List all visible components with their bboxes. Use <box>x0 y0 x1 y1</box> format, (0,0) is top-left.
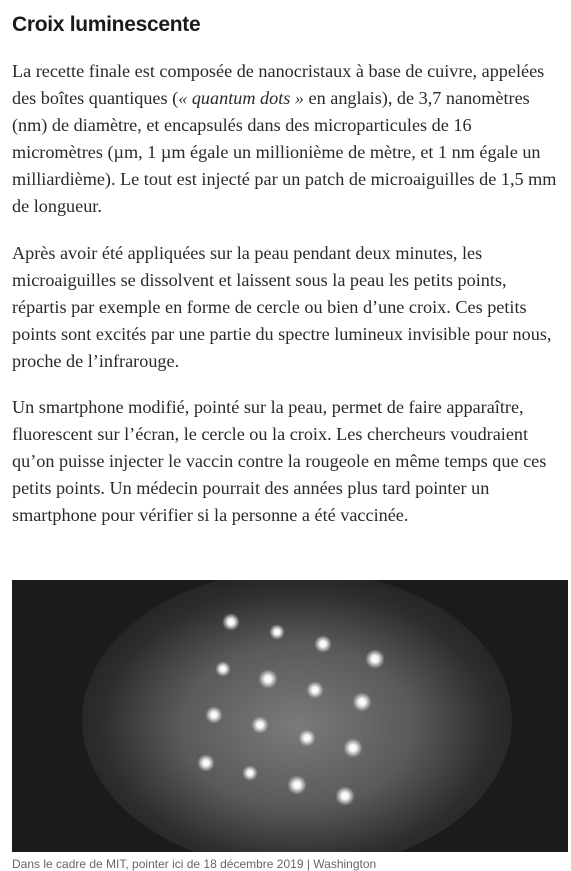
paragraph-quantum-dots <box>12 58 560 220</box>
fluorescent-dot <box>205 706 223 724</box>
skin-glow <box>82 580 512 852</box>
fluorescent-dot <box>222 613 240 631</box>
fluorescence-photo <box>12 580 568 852</box>
fluorescent-dot <box>306 681 324 699</box>
fluorescent-dot <box>197 754 215 772</box>
paragraph-text: La recette finale est composée de nanocristaux à base de cuivre, appelées des boîtes quantiques ( <box>12 61 545 108</box>
fluorescent-dot <box>287 775 307 795</box>
fluorescent-dot <box>242 765 258 781</box>
paragraph-text: en anglais), de 3,7 nanomètres (nm) de diamètre, et encapsulés dans des microparticules de 16 micromètres (µm, 1 µm égale un millionième de mètre, et 1 nm égale un milliardième). Le tout est injecté par un patch de microaiguilles de 1,5 mm de longueur. <box>12 88 557 216</box>
fluorescent-dot <box>251 716 269 734</box>
fluorescent-dots-image <box>12 580 568 852</box>
paragraph-smartphone: Un smartphone modifié, pointé sur la peau, permet de faire apparaître, fluorescent sur l’écran, le cercle ou la croix. Les chercheurs voudraient qu’on puisse injecter le vaccin contre la rougeole en même temps que ces petits points. Un médecin pourrait des années plus tard pointer un smartphone pour vérifier si la personne a été vaccinée. <box>12 397 547 525</box>
paragraph-emphasis: « quantum dots » <box>178 88 304 108</box>
section-heading: Croix luminescente <box>12 13 201 36</box>
fluorescent-dot <box>215 661 231 677</box>
fluorescent-dot <box>269 624 285 640</box>
fluorescent-dot <box>365 649 385 669</box>
fluorescent-dot <box>335 786 355 806</box>
image-caption: Dans le cadre de MIT, pointer ici de 18 décembre 2019 | Washington <box>12 857 377 871</box>
fluorescent-dot <box>343 738 363 758</box>
paragraph-microneedles: Après avoir été appliquées sur la peau pendant deux minutes, les microaiguilles se dissolvent et laissent sous la peau les petits points, répartis par exemple en forme de cercle ou bien d’une croix. Ces petits points sont excités par une partie du spectre lumineux invisible pour nous, proche de l’infrarouge. <box>12 243 552 371</box>
fluorescent-dot <box>314 635 332 653</box>
fluorescent-dot <box>352 692 372 712</box>
fluorescent-dot <box>298 729 316 747</box>
fluorescent-dot <box>258 669 278 689</box>
